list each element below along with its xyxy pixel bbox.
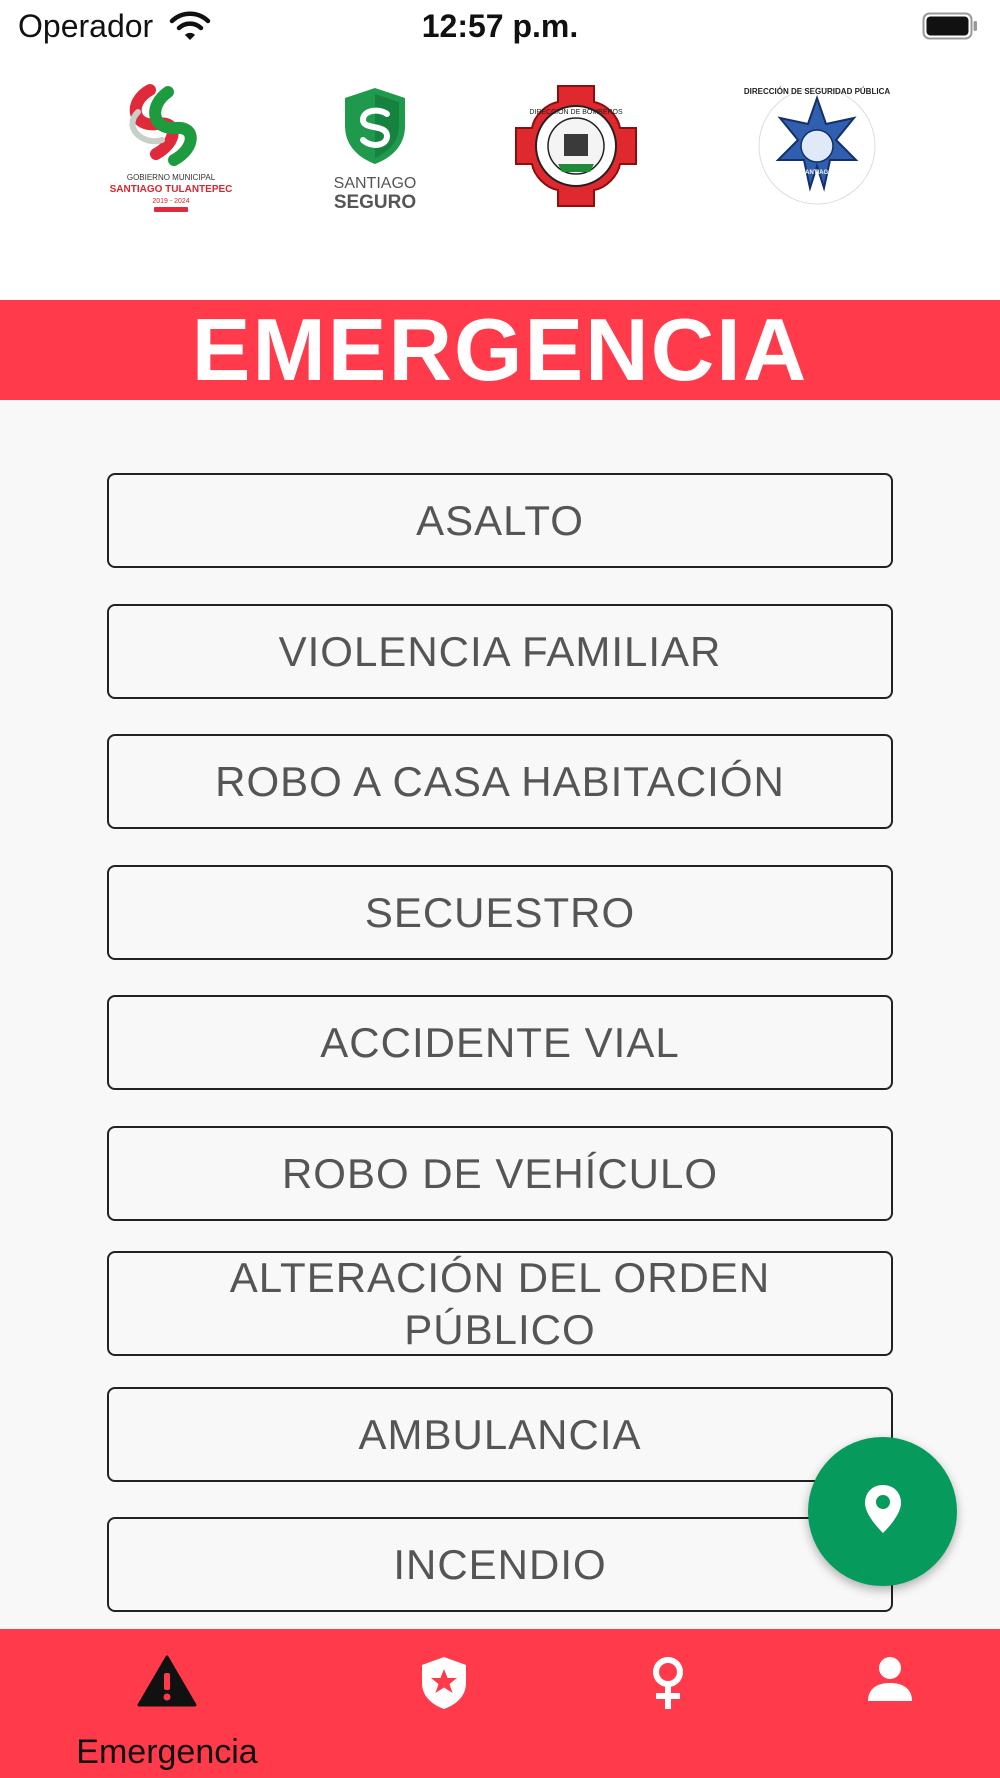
asalto-button[interactable]: ASALTO <box>107 473 893 568</box>
carrier-name: Operador <box>18 8 154 44</box>
battery-icon <box>922 12 978 40</box>
municipal-logo-line2: SANTIAGO TULANTEPEC <box>109 184 233 195</box>
robo-vehiculo-button[interactable]: ROBO DE VEHÍCULO <box>107 1126 893 1221</box>
ambulancia-button[interactable]: AMBULANCIA <box>107 1387 893 1482</box>
nav-item-mujer[interactable] <box>558 1629 778 1778</box>
logo-row <box>0 56 1000 300</box>
warning-icon <box>137 1655 197 1712</box>
person-icon <box>866 1655 914 1708</box>
secuestro-button[interactable]: SECUESTRO <box>107 865 893 960</box>
municipal-logo-line3: 2019 - 2024 <box>152 198 190 205</box>
seguridad-ring-text: DIRECCIÓN DE SEGURIDAD PÚBLICA <box>743 87 891 96</box>
bomberos-ring-text: DIRECCIÓN DE BOMBEROS <box>529 109 623 116</box>
alteracion-orden-publico-button[interactable]: ALTERACIÓN DEL ORDEN PÚBLICO <box>107 1251 893 1356</box>
municipal-logo-line1: GOBIERNO MUNICIPAL <box>126 173 216 182</box>
emergency-banner <box>0 300 1000 400</box>
nav-item-seguridad[interactable] <box>334 1629 554 1778</box>
status-bar <box>0 0 1000 56</box>
violencia-familiar-button[interactable]: VIOLENCIA FAMILIAR <box>107 604 893 699</box>
santiago-seguro-line1: SANTIAGO <box>333 175 417 192</box>
seguridad-publica-logo <box>743 84 891 208</box>
nav-item-emergencia[interactable] <box>57 1629 277 1778</box>
location-fab[interactable] <box>808 1437 957 1586</box>
bomberos-logo <box>514 84 638 208</box>
santiago-seguro-line2: SEGURO <box>333 192 417 213</box>
nav-item-perfil[interactable] <box>780 1629 1000 1778</box>
female-icon <box>648 1655 688 1716</box>
shield-star-icon <box>419 1655 469 1716</box>
location-pin-icon <box>863 1483 903 1540</box>
robo-casa-habitacion-button[interactable]: ROBO A CASA HABITACIÓN <box>107 734 893 829</box>
santiago-seguro-logo <box>325 84 425 224</box>
bottom-nav <box>0 1629 1000 1778</box>
nav-label-emergencia: Emergencia <box>76 1733 258 1771</box>
incendio-button[interactable]: INCENDIO <box>107 1517 893 1612</box>
accidente-vial-button[interactable]: ACCIDENTE VIAL <box>107 995 893 1090</box>
seguridad-center-text: SANTIAGO <box>801 170 833 176</box>
status-time: 12:57 p.m. <box>421 8 579 44</box>
municipal-logo <box>108 84 234 224</box>
banner-title: EMERGENCIA <box>191 300 809 399</box>
